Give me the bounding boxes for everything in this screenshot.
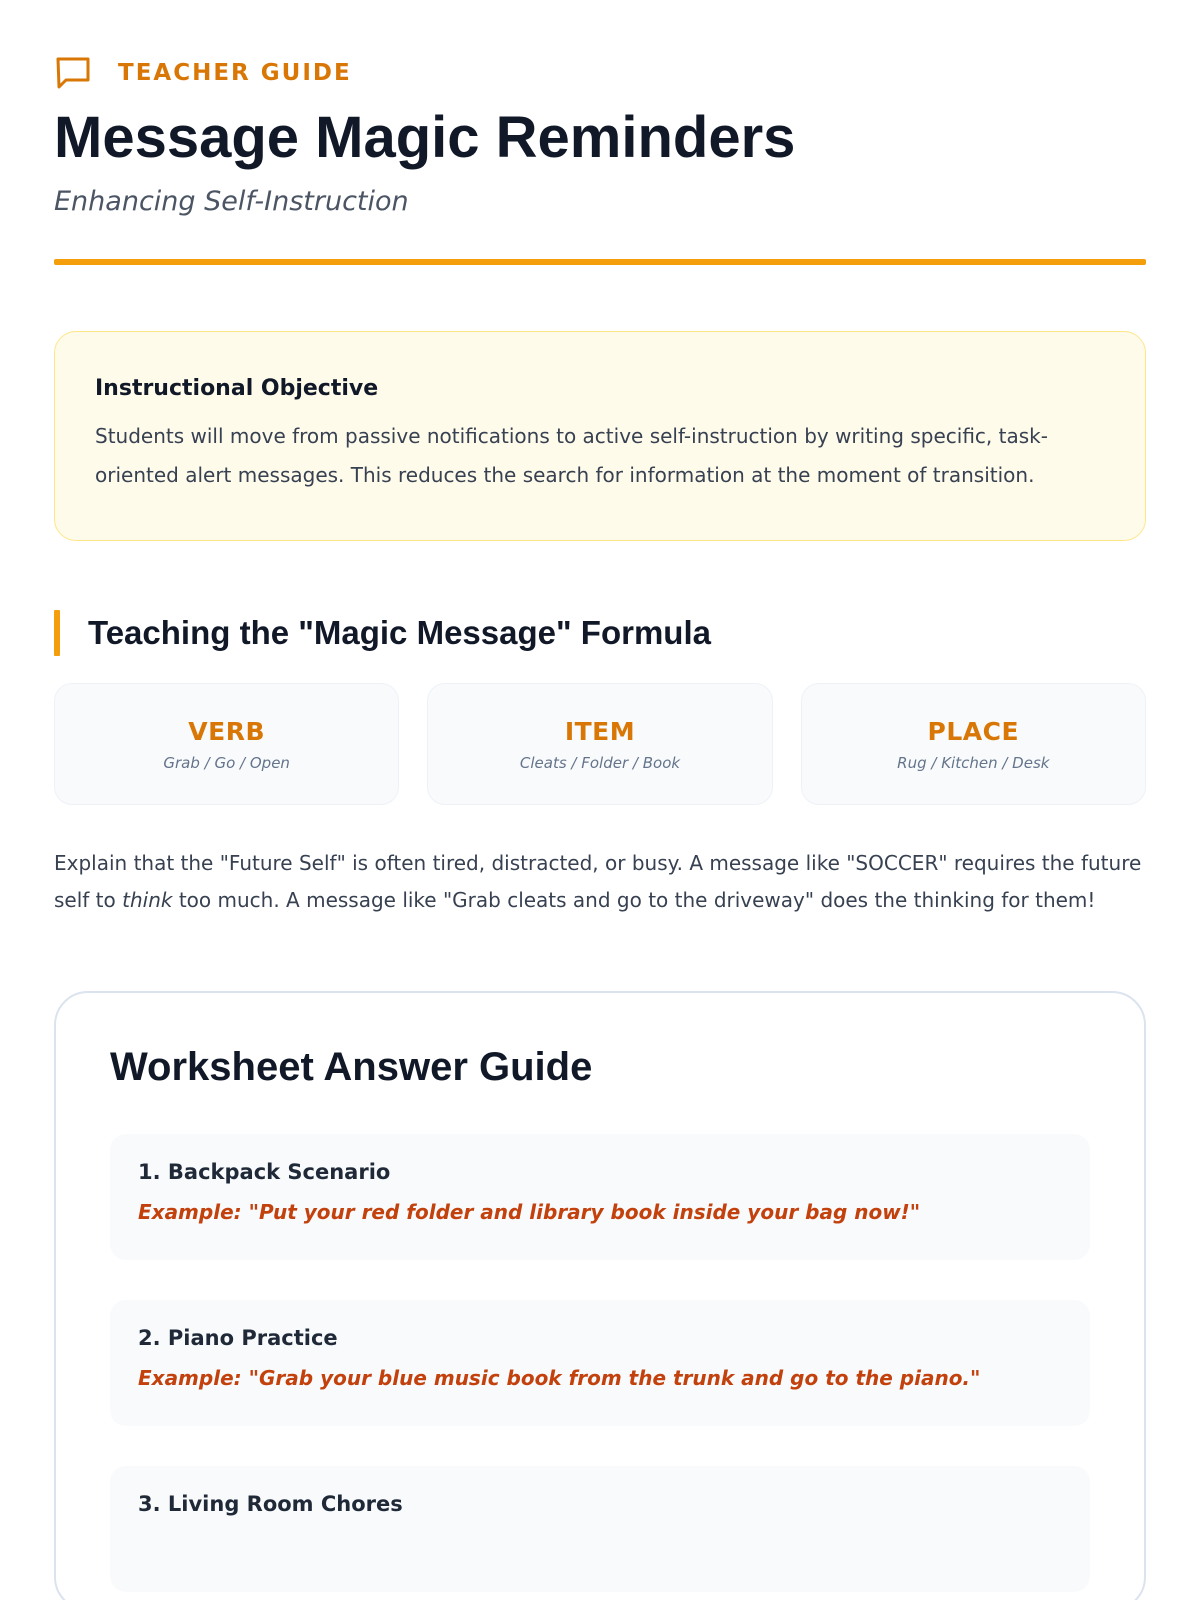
eyebrow-row — [54, 0, 1146, 92]
answer-guide-card — [54, 991, 1146, 1600]
formula-card-place — [801, 683, 1146, 805]
formula-examples: Rug / Kitchen / Desk — [897, 753, 1050, 772]
answer-list — [110, 1134, 1090, 1592]
answer-title: 3. Living Room Chores — [138, 1492, 403, 1516]
formula-heading: Teaching the "Magic Message" Formula — [88, 614, 711, 651]
formula-card-item — [427, 683, 772, 805]
formula-examples: Grab / Go / Open — [163, 753, 290, 772]
formula-term: VERB — [188, 716, 266, 746]
eyebrow-label: TEACHER GUIDE — [118, 60, 352, 86]
formula-card-verb — [54, 683, 399, 805]
formula-cards — [54, 683, 1146, 805]
answer-guide-title: Worksheet Answer Guide — [110, 1045, 593, 1089]
answer-item — [110, 1300, 1090, 1426]
header-divider — [54, 259, 1146, 265]
formula-term: ITEM — [564, 716, 636, 746]
formula-examples: Cleats / Folder / Book — [519, 753, 681, 772]
page-subtitle: Enhancing Self-Instruction — [54, 186, 409, 217]
section-accent-bar — [54, 610, 60, 656]
explanation-emphasis: think — [122, 888, 173, 912]
objective-heading: Instructional Objective — [95, 376, 379, 401]
page-title: Message Magic Reminders — [54, 105, 796, 170]
formula-section-heading — [54, 609, 1146, 657]
formula-explanation — [54, 845, 1146, 919]
answer-example: Example: "Grab your blue music book from the trunk and go to the piano." — [138, 1366, 981, 1390]
formula-term: PLACE — [927, 716, 1020, 746]
explanation-text: Explain that the "Future Self" is often tired, distracted, or busy. A message like "SOCCER" requires the future self to — [54, 851, 1142, 912]
objective-body: Students will move from passive notifications to active self-instruction by writing specific, task-oriented alert messages. This reduces the search for information at the moment of transition. — [95, 424, 1048, 487]
answer-example: Example: "Put your red folder and library book inside your bag now!" — [138, 1200, 921, 1224]
answer-title: 2. Piano Practice — [138, 1326, 338, 1350]
answer-title: 1. Backpack Scenario — [138, 1160, 391, 1184]
answer-item — [110, 1466, 1090, 1592]
explanation-text: too much. A message like "Grab cleats and go to the driveway" does the thinking for them! — [172, 888, 1096, 912]
answer-item — [110, 1134, 1090, 1260]
chat-bubble-icon — [54, 54, 94, 92]
objective-callout — [54, 331, 1146, 541]
